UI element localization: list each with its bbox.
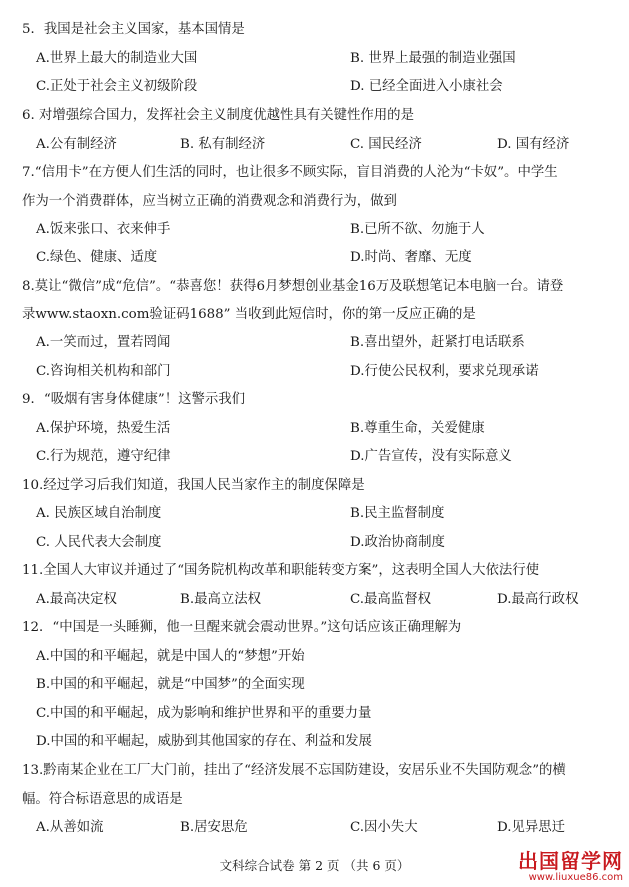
answer-option: A.保护环境，热爱生活 [36,421,171,436]
question-stem-text: 10.经过学习后我们知道，我国人民当家作主的制度保障是 [22,478,365,493]
question-stem-text: 幅。符合标语意思的成语是 [22,792,183,807]
answer-option: B.中国的和平崛起，就是“中国梦”的全面实现 [36,677,305,692]
answer-option: D.见异思迁 [497,820,566,835]
answer-option: C. 国民经济 [350,137,422,152]
answer-option: B.已所不欲、勿施于人 [350,222,485,237]
answer-option: B. 私有制经济 [180,137,266,152]
question-stem-text: 13.黔南某企业在工厂大门前，挂出了“经济发展不忘国防建设，安居乐业不失国防观念”的横 [22,763,566,778]
question-stem-text: 11.全国人大审议并通过了“国务院机构改革和职能转变方案”，这表明全国人大依法行使 [22,563,540,578]
page-footer: 文科综合试卷 第 2 页 （共 6 页） [219,858,410,873]
answer-option: C.最高监督权 [350,592,431,607]
answer-option: C.因小失大 [350,820,418,835]
question-stem-text: 8.莫让“微信”成“危信”。“恭喜您！获得6月梦想创业基金16万及联想笔记本电脑一台。请登 [22,279,564,294]
answer-option: B.最高立法权 [180,592,262,607]
question-stem-text: 5．我国是社会主义国家，基本国情是 [22,22,245,37]
answer-option: D.广告宣传，没有实际意义 [350,449,512,464]
answer-option: C.行为规范，遵守纪律 [36,449,171,464]
answer-option: A.世界上最大的制造业大国 [36,51,198,66]
answer-option: B.民主监督制度 [350,506,445,521]
answer-option: D.时尚、奢靡、无度 [350,250,472,265]
answer-option: D.最高行政权 [497,592,579,607]
answer-option: C. 人民代表大会制度 [36,535,162,550]
watermark-url: www.liuxue86.com [528,872,623,883]
question-stem-text: 12．“中国是一头睡狮，他一旦醒来就会震动世界。”这句话应该正确理解为 [22,620,462,635]
answer-option: C.中国的和平崛起，成为影响和维护世界和平的重要力量 [36,706,372,721]
answer-option: B.居安思危 [180,820,248,835]
answer-option: A. 民族区域自治制度 [36,506,162,521]
answer-option: B.喜出望外，赶紧打电话联系 [350,335,525,350]
answer-option: A.公有制经济 [36,137,117,152]
answer-option: B.尊重生命，关爱健康 [350,421,485,436]
question-stem-text: 6. 对增强综合国力，发挥社会主义制度优越性具有关键性作用的是 [22,108,414,123]
answer-option: A.中国的和平崛起，就是中国人的“梦想”开始 [36,649,305,664]
watermark-logo [518,850,623,883]
answer-option: D.行使公民权利，要求兑现承诺 [350,364,539,379]
question-stem-text: 7.“信用卡”在方便人们生活的同时，也让很多不顾实际，盲目消费的人沦为“卡奴”。中学生 [22,165,558,180]
answer-option: C.正处于社会主义初级阶段 [36,79,198,94]
watermark-text: 出国留学网 [518,849,623,873]
answer-option: D.中国的和平崛起，威胁到其他国家的存在、利益和发展 [36,734,372,749]
question-stem-text: 9．“吸烟有害身体健康”！这警示我们 [22,392,246,407]
answer-option: C.绿色、健康、适度 [36,250,158,265]
question-stem-text: 录www.staoxn.com验证码1688” 当收到此短信时，你的第一反应正确的是 [22,307,476,322]
answer-option: A.一笑而过，置若罔闻 [36,335,171,350]
answer-option: B. 世界上最强的制造业强国 [350,51,516,66]
answer-option: D. 已经全面进入小康社会 [350,79,503,94]
answer-option: C.咨询相关机构和部门 [36,364,171,379]
answer-option: A.从善如流 [36,820,104,835]
answer-option: D. 国有经济 [497,137,570,152]
answer-option: D.政治协商制度 [350,535,445,550]
question-stem-text: 作为一个消费群体，应当树立正确的消费观念和消费行为，做到 [22,194,397,209]
answer-option: A.最高决定权 [36,592,117,607]
answer-option: A.饭来张口、衣来伸手 [36,222,171,237]
